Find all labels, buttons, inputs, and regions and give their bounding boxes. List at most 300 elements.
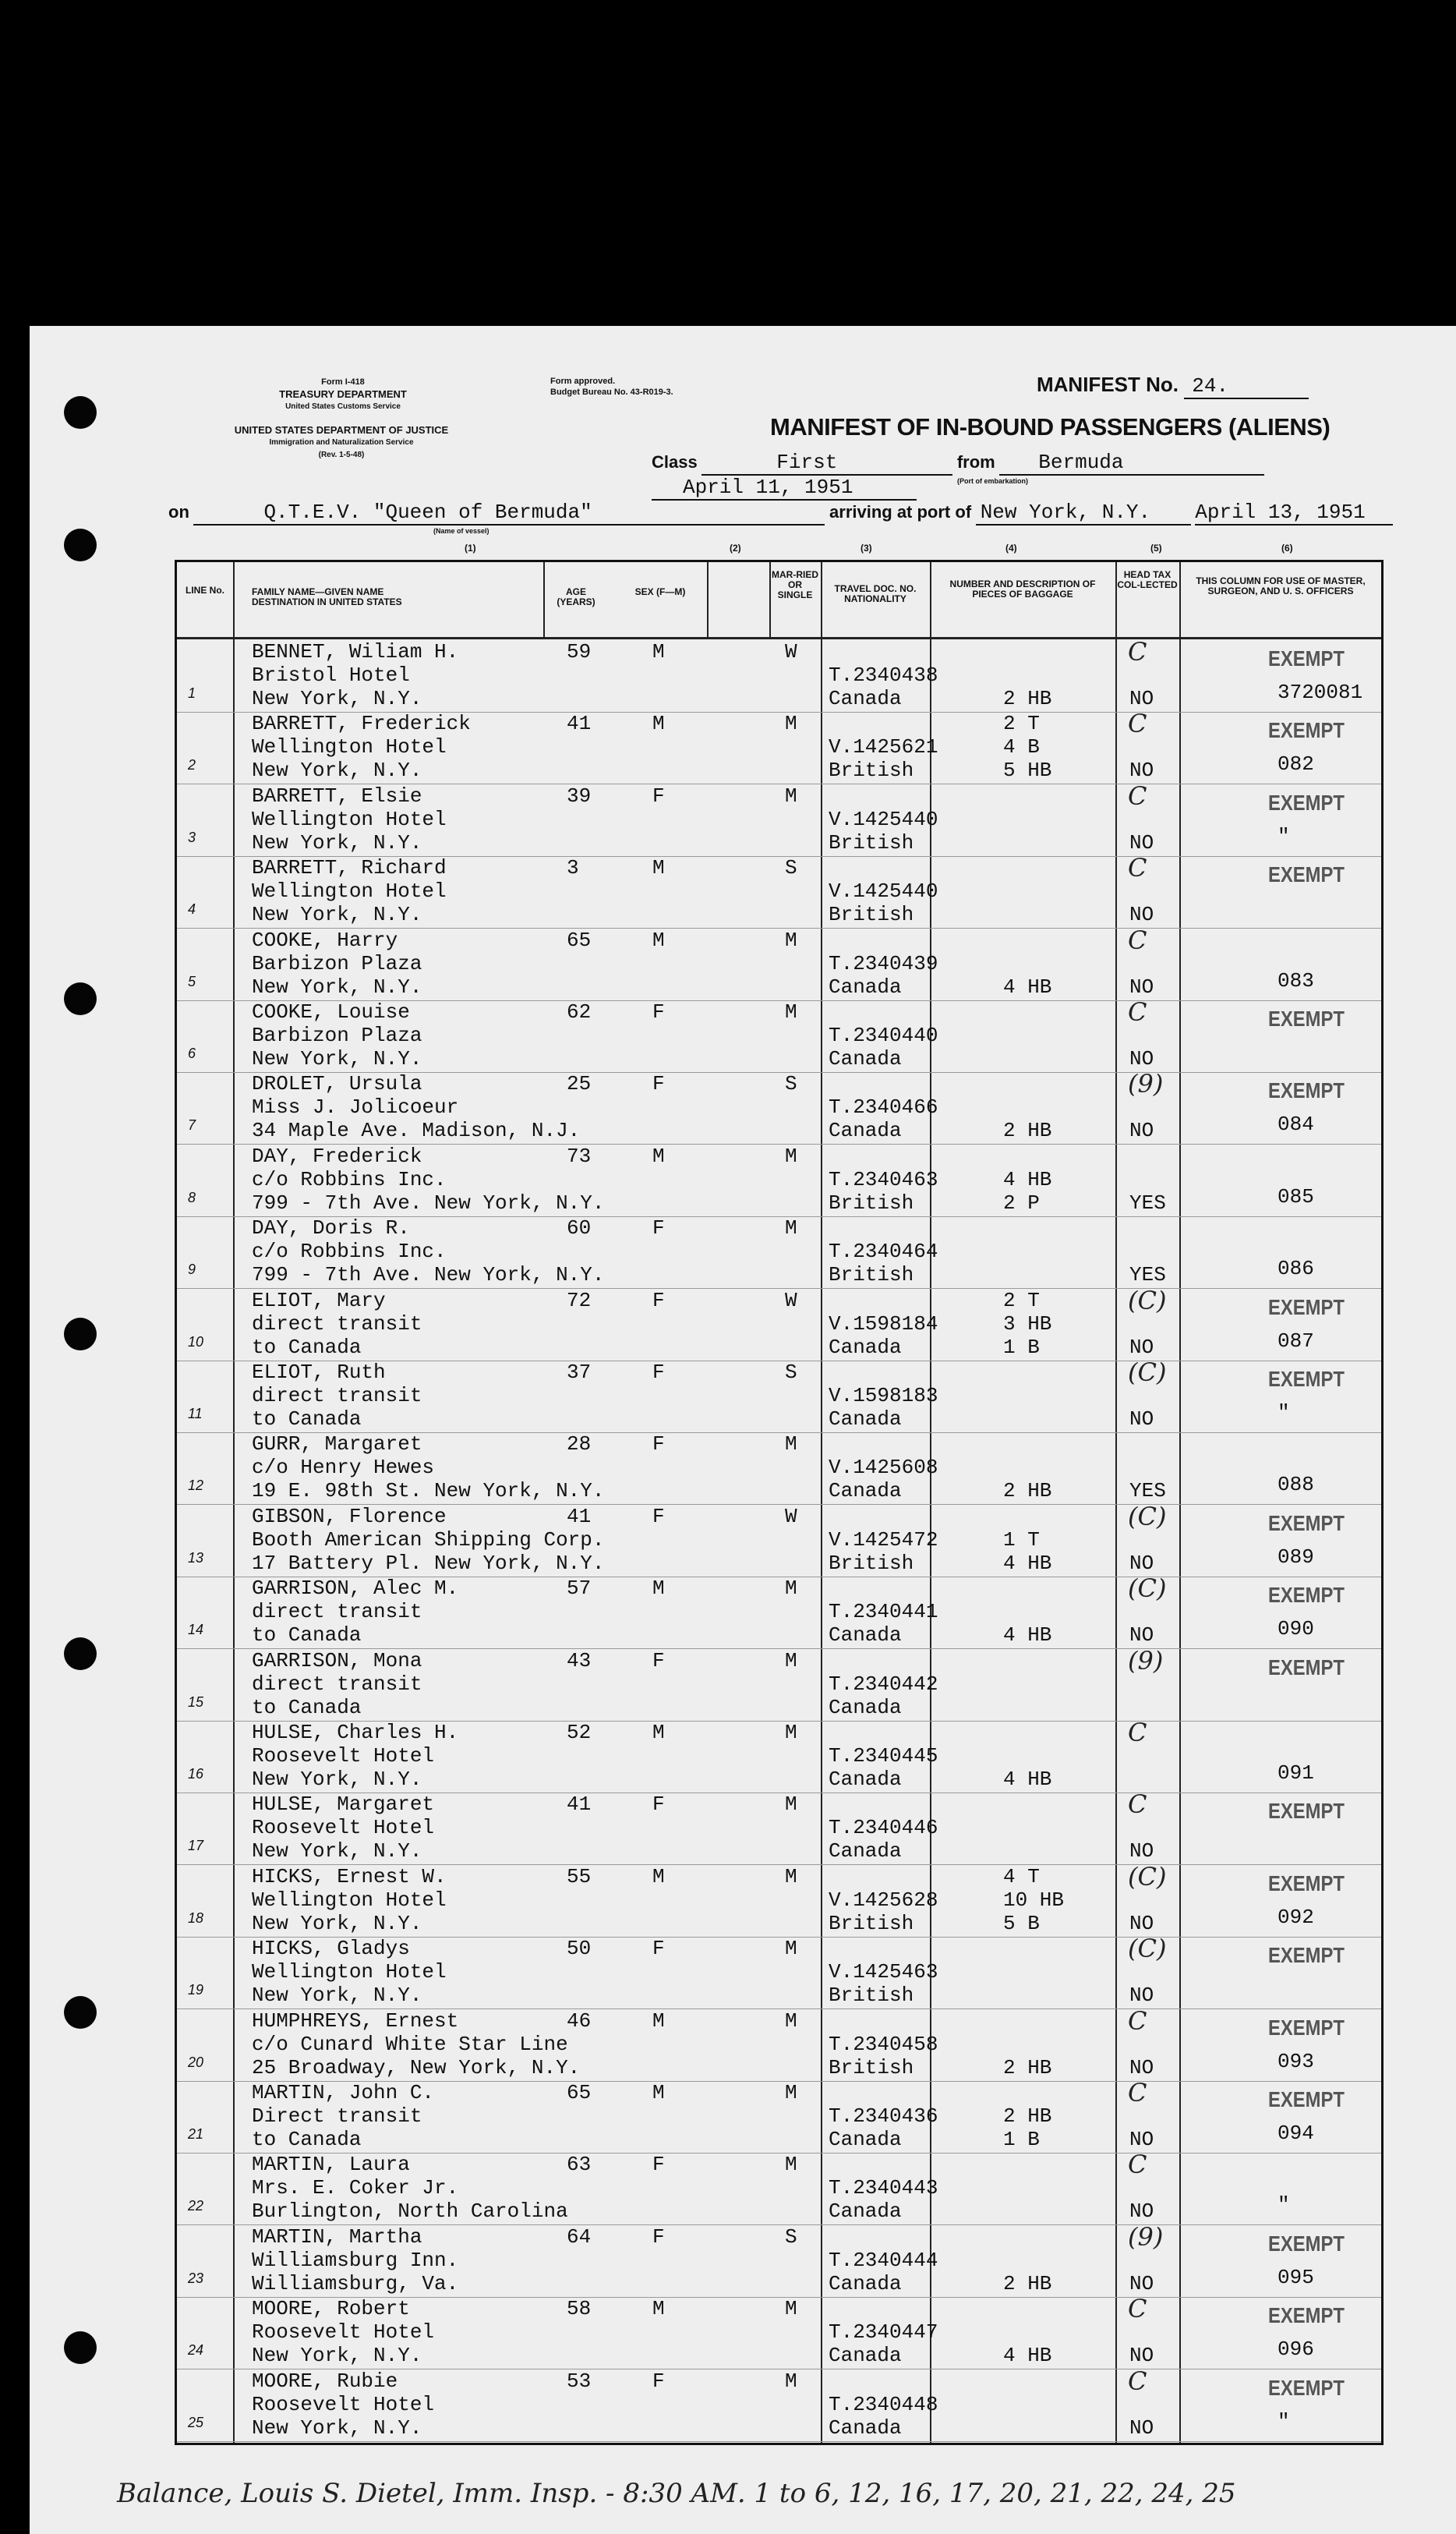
- nationality-cell: Canada: [829, 2200, 902, 2224]
- baggage-item: 4 HB: [1003, 1551, 1052, 1575]
- line-number: 3: [188, 829, 196, 845]
- port-caption: (Port of embarkation): [957, 477, 1029, 485]
- table-row: [177, 925, 1381, 1001]
- marital-cell: M: [785, 2008, 797, 2033]
- line-number: 12: [188, 1478, 204, 1494]
- officer-stamp: EXEMPT: [1268, 790, 1345, 815]
- sex-cell: F: [652, 1000, 665, 1024]
- baggage-item: 4 B: [1003, 735, 1040, 759]
- destination-line-1: Wellington Hotel: [252, 807, 447, 831]
- table-row: [177, 2150, 1381, 2225]
- passenger-name: DAY, Frederick: [252, 1144, 422, 1168]
- destination-line-1: Roosevelt Hotel: [252, 2320, 435, 2345]
- age-cell: 73: [567, 1144, 592, 1168]
- destination-line-2: Burlington, North Carolina: [252, 2200, 568, 2224]
- officer-stamp: EXEMPT: [1268, 2231, 1345, 2256]
- nationality-cell: British: [829, 830, 914, 855]
- age-cell: 58: [567, 2297, 592, 2321]
- sex-cell: M: [652, 1577, 665, 1601]
- travel-doc-cell: V.1598183: [829, 1384, 938, 1407]
- table-row: [177, 1934, 1381, 2009]
- travel-doc-cell: V.1425463: [829, 1960, 938, 1984]
- destination-line-1: Roosevelt Hotel: [252, 1816, 435, 1840]
- tax-mark: C: [1128, 2078, 1147, 2108]
- marital-cell: S: [785, 1361, 797, 1384]
- destination-line-1: c/o Henry Hewes: [252, 1456, 435, 1480]
- nationality-cell: British: [829, 1551, 914, 1575]
- officer-stamp: EXEMPT: [1268, 1007, 1345, 1031]
- passenger-table: [175, 560, 1384, 2445]
- tax-mark: C: [1128, 853, 1147, 883]
- destination-line-2: New York, N.Y.: [252, 759, 422, 783]
- destination-line-2: 17 Battery Pl. New York, N.Y.: [252, 1551, 605, 1575]
- marital-cell: M: [785, 1937, 797, 1961]
- head-tax-cell: NO: [1129, 1551, 1154, 1575]
- baggage-item: 4 T: [1003, 1864, 1040, 1888]
- sex-cell: M: [652, 1864, 665, 1888]
- officer-number: ": [1278, 2193, 1290, 2217]
- passenger-name: BARRETT, Elsie: [252, 784, 422, 808]
- passenger-name: ELIOT, Ruth: [252, 1361, 386, 1384]
- col-header-sex: SEX (F—M): [634, 586, 686, 597]
- destination-line-1: Booth American Shipping Corp.: [252, 1527, 605, 1552]
- sex-cell: F: [652, 1937, 665, 1961]
- punch-hole: [64, 396, 97, 429]
- table-row: [177, 2294, 1381, 2369]
- sex-cell: F: [652, 1288, 665, 1312]
- line-number: 21: [188, 2126, 204, 2142]
- age-cell: 55: [567, 1864, 592, 1888]
- passenger-name: ELIOT, Mary: [252, 1288, 386, 1312]
- passenger-name: HICKS, Gladys: [252, 1937, 410, 1961]
- nationality-cell: British: [829, 903, 914, 927]
- nationality-cell: Canada: [829, 1479, 902, 1503]
- line-number: 15: [188, 1693, 204, 1710]
- baggage-item: 5 HB: [1003, 759, 1052, 783]
- head-tax-cell: NO: [1129, 1911, 1154, 1935]
- officer-stamp: EXEMPT: [1268, 1294, 1345, 1319]
- baggage-item: 2 HB: [1003, 2104, 1052, 2128]
- nationality-cell: British: [829, 1191, 914, 1215]
- age-cell: 28: [567, 1432, 592, 1456]
- table-row: [177, 1285, 1381, 1361]
- nationality-cell: Canada: [829, 1047, 902, 1071]
- marital-cell: M: [785, 1793, 797, 1817]
- age-cell: 50: [567, 1937, 592, 1961]
- passenger-name: MARTIN, John C.: [252, 2081, 435, 2104]
- baggage-item: 2 HB: [1003, 1119, 1052, 1143]
- travel-doc-cell: T.2340458: [829, 2032, 938, 2056]
- table-row: [177, 1069, 1381, 1145]
- line-number: 7: [188, 1117, 196, 1134]
- officer-stamp: EXEMPT: [1268, 2375, 1345, 2400]
- head-tax-cell: NO: [1129, 1407, 1154, 1431]
- officer-stamp: EXEMPT: [1268, 1583, 1345, 1608]
- baggage-item: 1 B: [1003, 2128, 1040, 2151]
- tax-mark: (9): [1128, 1645, 1164, 1676]
- destination-line-2: New York, N.Y.: [252, 1911, 422, 1935]
- table-row: [177, 637, 1381, 713]
- passenger-name: GARRISON, Mona: [252, 1648, 422, 1672]
- table-row: [177, 2366, 1381, 2442]
- nationality-cell: British: [829, 1263, 914, 1287]
- vessel-line: on Q.T.E.V. "Queen of Bermuda" arriving at port of New York, N.Y. April 13, 1951: [168, 501, 1393, 526]
- age-cell: 3: [567, 856, 579, 880]
- destination-line-2: 799 - 7th Ave. New York, N.Y.: [252, 1191, 605, 1215]
- marital-cell: M: [785, 1721, 797, 1744]
- officer-stamp: EXEMPT: [1268, 1870, 1345, 1895]
- marital-cell: W: [785, 640, 797, 664]
- tax-mark: C: [1128, 2005, 1147, 2036]
- travel-doc-cell: T.2340446: [829, 1816, 938, 1840]
- tax-mark: (C): [1128, 1501, 1167, 1531]
- officer-number: 089: [1278, 1545, 1314, 1569]
- head-tax-cell: YES: [1129, 1479, 1166, 1503]
- nationality-cell: Canada: [829, 1407, 902, 1431]
- travel-doc-cell: V.1425621: [829, 735, 938, 759]
- table-row: [177, 1861, 1381, 1938]
- passenger-name: HULSE, Charles H.: [252, 1721, 459, 1744]
- officer-number: 092: [1278, 1905, 1314, 1929]
- passenger-name: HUMPHREYS, Ernest: [252, 2008, 459, 2033]
- table-row: [177, 1357, 1381, 1433]
- tax-mark: C: [1128, 925, 1147, 955]
- passenger-name: BARRETT, Frederick: [252, 712, 471, 736]
- travel-doc-cell: V.1425440: [829, 879, 938, 904]
- marital-cell: S: [785, 1072, 797, 1096]
- travel-doc-cell: T.2340447: [829, 2320, 938, 2345]
- head-tax-cell: YES: [1129, 1191, 1166, 1215]
- table-row: [177, 780, 1381, 857]
- baggage-item: 4 HB: [1003, 1167, 1052, 1191]
- passenger-name: HULSE, Margaret: [252, 1793, 435, 1817]
- head-tax-cell: NO: [1129, 2200, 1154, 2224]
- table-row: [177, 2005, 1381, 2082]
- passenger-name: MOORE, Robert: [252, 2297, 410, 2321]
- travel-doc-cell: T.2340441: [829, 1600, 938, 1624]
- travel-doc-cell: T.2340445: [829, 1744, 938, 1768]
- head-tax-cell: NO: [1129, 1047, 1154, 1071]
- manifest-number: MANIFEST No. 24.: [1037, 373, 1309, 399]
- destination-line-2: to Canada: [252, 1623, 362, 1647]
- sex-cell: F: [652, 1648, 665, 1672]
- table-row: [177, 1645, 1381, 1722]
- passenger-name: GIBSON, Florence: [252, 1504, 447, 1528]
- head-tax-cell: NO: [1129, 2055, 1154, 2079]
- age-cell: 39: [567, 784, 592, 808]
- marital-cell: W: [785, 1288, 797, 1312]
- travel-doc-cell: T.2340443: [829, 2176, 938, 2200]
- head-tax-cell: NO: [1129, 830, 1154, 855]
- travel-doc-cell: T.2340464: [829, 1240, 938, 1264]
- marital-cell: M: [785, 2297, 797, 2321]
- baggage-item: 2 HB: [1003, 687, 1052, 710]
- tax-mark: C: [1128, 1789, 1147, 1820]
- nationality-cell: Canada: [829, 1335, 902, 1359]
- nationality-cell: Canada: [829, 1695, 902, 1719]
- line-number: 10: [188, 1333, 204, 1350]
- vessel-caption: (Name of vessel): [433, 527, 489, 535]
- officer-stamp: EXEMPT: [1268, 1367, 1345, 1391]
- destination-line-1: Roosevelt Hotel: [252, 2392, 435, 2416]
- destination-line-1: Williamsburg Inn.: [252, 2248, 459, 2272]
- sex-cell: M: [652, 1721, 665, 1744]
- travel-doc-cell: T.2340439: [829, 951, 938, 975]
- destination-line-1: Wellington Hotel: [252, 1888, 447, 1912]
- destination-line-2: to Canada: [252, 1695, 362, 1719]
- head-tax-cell: NO: [1129, 2344, 1154, 2368]
- destination-line-1: Wellington Hotel: [252, 879, 447, 904]
- baggage-item: 2 T: [1003, 1288, 1040, 1312]
- col-number: (5): [1150, 543, 1162, 554]
- sex-cell: M: [652, 2081, 665, 2104]
- officer-stamp: EXEMPT: [1268, 862, 1345, 887]
- baggage-item: 4 HB: [1003, 1623, 1052, 1647]
- marital-cell: M: [785, 784, 797, 808]
- col-header-married: MAR-RIED OR SINGLE: [772, 569, 818, 600]
- destination-line-2: New York, N.Y.: [252, 2415, 422, 2440]
- tax-mark: (C): [1128, 1934, 1167, 1964]
- head-tax-cell: NO: [1129, 1119, 1154, 1143]
- baggage-item: 10 HB: [1003, 1888, 1065, 1912]
- destination-line-2: to Canada: [252, 1407, 362, 1431]
- destination-line-1: direct transit: [252, 1600, 422, 1624]
- destination-line-1: Roosevelt Hotel: [252, 1744, 435, 1768]
- sex-cell: F: [652, 2224, 665, 2249]
- tax-mark: C: [1128, 997, 1147, 1027]
- marital-cell: S: [785, 2224, 797, 2249]
- line-number: 25: [188, 2414, 204, 2430]
- passenger-name: BARRETT, Richard: [252, 856, 447, 880]
- sex-cell: F: [652, 784, 665, 808]
- col-header-line: LINE No.: [186, 585, 224, 596]
- officer-number: 093: [1278, 2049, 1314, 2073]
- age-cell: 53: [567, 2369, 592, 2393]
- punch-hole: [64, 2331, 97, 2364]
- officer-stamp: EXEMPT: [1268, 1799, 1345, 1824]
- tax-mark: C: [1128, 709, 1147, 739]
- col-header-baggage: NUMBER AND DESCRIPTION OF PIECES OF BAGGAGE: [949, 579, 1096, 600]
- officer-stamp: EXEMPT: [1268, 1943, 1345, 1968]
- travel-doc-cell: V.1598184: [829, 1311, 938, 1336]
- sex-cell: M: [652, 640, 665, 664]
- passenger-name: MOORE, Rubie: [252, 2369, 398, 2393]
- passenger-name: GARRISON, Alec M.: [252, 1577, 459, 1601]
- destination-line-1: Wellington Hotel: [252, 1960, 447, 1984]
- destination-line-2: New York, N.Y.: [252, 1047, 422, 1071]
- tax-mark: (C): [1128, 1861, 1167, 1892]
- destination-line-2: 19 E. 98th St. New York, N.Y.: [252, 1479, 605, 1503]
- passenger-name: COOKE, Harry: [252, 928, 398, 952]
- marital-cell: M: [785, 1648, 797, 1672]
- destination-line-1: Wellington Hotel: [252, 735, 447, 759]
- nationality-cell: British: [829, 1984, 914, 2008]
- marital-cell: M: [785, 1577, 797, 1601]
- age-cell: 64: [567, 2224, 592, 2249]
- head-tax-cell: NO: [1129, 975, 1154, 999]
- col-number: (1): [465, 543, 476, 554]
- nationality-cell: Canada: [829, 1768, 902, 1791]
- destination-line-2: Williamsburg, Va.: [252, 2271, 459, 2295]
- head-tax-cell: NO: [1129, 687, 1154, 710]
- destination-line-1: direct transit: [252, 1311, 422, 1336]
- officer-stamp: EXEMPT: [1268, 718, 1345, 743]
- table-row: [177, 1718, 1381, 1793]
- sex-cell: M: [652, 928, 665, 952]
- destination-line-2: 25 Broadway, New York, N.Y.: [252, 2055, 581, 2079]
- destination-line-2: New York, N.Y.: [252, 1768, 422, 1791]
- officer-number: 090: [1278, 1617, 1314, 1641]
- destination-line-1: direct transit: [252, 1384, 422, 1407]
- travel-doc-cell: T.2340440: [829, 1024, 938, 1047]
- travel-doc-cell: T.2340442: [829, 1672, 938, 1696]
- class-line: Class First from Bermuda April 11, 1951: [652, 451, 1456, 501]
- destination-line-2: New York, N.Y.: [252, 830, 422, 855]
- travel-doc-cell: T.2340463: [829, 1167, 938, 1191]
- officer-stamp: EXEMPT: [1268, 2087, 1345, 2111]
- table-row: [177, 1501, 1381, 1577]
- line-number: 6: [188, 1046, 196, 1061]
- destination-line-2: New York, N.Y.: [252, 975, 422, 999]
- baggage-item: 2 HB: [1003, 2271, 1052, 2295]
- passenger-name: GURR, Margaret: [252, 1432, 422, 1456]
- col-header-travel: TRAVEL DOC. NO. NATIONALITY: [834, 583, 917, 604]
- line-number: 16: [188, 1766, 204, 1782]
- destination-line-1: Direct transit: [252, 2104, 422, 2128]
- officer-number: 091: [1278, 1761, 1314, 1785]
- baggage-item: 2 HB: [1003, 2055, 1052, 2079]
- baggage-item: 1 B: [1003, 1335, 1040, 1359]
- table-row: [177, 1573, 1381, 1649]
- passenger-name: MARTIN, Laura: [252, 2153, 410, 2177]
- marital-cell: M: [785, 1432, 797, 1456]
- head-tax-cell: NO: [1129, 2271, 1154, 2295]
- officer-number: 088: [1278, 1473, 1314, 1497]
- officer-number: ": [1278, 824, 1290, 848]
- head-tax-cell: NO: [1129, 2415, 1154, 2440]
- destination-line-2: 799 - 7th Ave. New York, N.Y.: [252, 1263, 605, 1287]
- destination-line-2: New York, N.Y.: [252, 1839, 422, 1863]
- age-cell: 63: [567, 2153, 592, 2177]
- age-cell: 43: [567, 1648, 592, 1672]
- age-cell: 59: [567, 640, 592, 664]
- age-cell: 25: [567, 1072, 592, 1096]
- sex-cell: F: [652, 1504, 665, 1528]
- sex-cell: M: [652, 1144, 665, 1168]
- travel-doc-cell: T.2340436: [829, 2104, 938, 2128]
- destination-line-1: Barbizon Plaza: [252, 1024, 422, 1047]
- tax-mark: C: [1128, 1718, 1147, 1747]
- manifest-title: MANIFEST OF IN-BOUND PASSENGERS (ALIENS): [770, 413, 1331, 441]
- marital-cell: W: [785, 1504, 797, 1528]
- sex-cell: F: [652, 2153, 665, 2177]
- table-row: [177, 2078, 1381, 2154]
- line-number: 13: [188, 1549, 204, 1566]
- table-row: [177, 1216, 1381, 1289]
- tax-mark: C: [1128, 2366, 1147, 2396]
- officer-stamp: EXEMPT: [1268, 1078, 1345, 1103]
- officer-number: ": [1278, 2409, 1290, 2433]
- travel-doc-cell: T.2340466: [829, 1095, 938, 1120]
- nationality-cell: British: [829, 1911, 914, 1935]
- marital-cell: M: [785, 1216, 797, 1240]
- col-header-name: FAMILY NAME—GIVEN NAME DESTINATION IN UNITED STATES: [252, 586, 402, 607]
- passenger-name: BENNET, Wiliam H.: [252, 640, 459, 664]
- travel-doc-cell: T.2340438: [829, 664, 938, 687]
- table-row: [177, 709, 1381, 784]
- sex-cell: M: [652, 712, 665, 736]
- travel-doc-cell: V.1425608: [829, 1456, 938, 1480]
- line-number: 22: [188, 2198, 204, 2214]
- col-header-age: AGE (YEARS): [557, 586, 595, 607]
- nationality-cell: British: [829, 2055, 914, 2079]
- head-tax-cell: NO: [1129, 2128, 1154, 2151]
- sex-cell: F: [652, 1432, 665, 1456]
- destination-line-1: Mrs. E. Coker Jr.: [252, 2176, 459, 2200]
- officer-stamp: EXEMPT: [1268, 646, 1345, 671]
- line-number: 17: [188, 1838, 204, 1854]
- punch-hole: [64, 1996, 97, 2029]
- marital-cell: M: [785, 1864, 797, 1888]
- footer-note: Balance, Louis S. Dietel, Imm. Insp. - 8:30 AM. 1 to 6, 12, 16, 17, 20, 21, 22, 24, 25: [117, 2478, 1236, 2509]
- passenger-name: COOKE, Louise: [252, 1000, 410, 1024]
- age-cell: 62: [567, 1000, 592, 1024]
- officer-number: 095: [1278, 2265, 1314, 2289]
- officer-stamp: EXEMPT: [1268, 2015, 1345, 2040]
- table-row: [177, 853, 1381, 929]
- tax-mark: (9): [1128, 1069, 1164, 1099]
- baggage-item: 2 P: [1003, 1191, 1040, 1215]
- passenger-name: HICKS, Ernest W.: [252, 1864, 447, 1888]
- officer-number: 085: [1278, 1184, 1314, 1209]
- travel-doc-cell: V.1425628: [829, 1888, 938, 1912]
- passenger-name: DROLET, Ursula: [252, 1072, 422, 1096]
- age-cell: 65: [567, 928, 592, 952]
- age-cell: 57: [567, 1577, 592, 1601]
- age-cell: 46: [567, 2008, 592, 2033]
- destination-line-2: New York, N.Y.: [252, 903, 422, 927]
- marital-cell: M: [785, 712, 797, 736]
- line-number: 4: [188, 901, 196, 918]
- destination-line-2: New York, N.Y.: [252, 2344, 422, 2368]
- nationality-cell: Canada: [829, 687, 902, 710]
- line-number: 23: [188, 2270, 204, 2286]
- age-cell: 41: [567, 1793, 592, 1817]
- officer-number: 083: [1278, 968, 1314, 993]
- destination-line-1: c/o Robbins Inc.: [252, 1167, 447, 1191]
- destination-line-1: c/o Cunard White Star Line: [252, 2032, 568, 2056]
- officer-number: 087: [1278, 1329, 1314, 1353]
- destination-line-1: Barbizon Plaza: [252, 951, 422, 975]
- nationality-cell: Canada: [829, 2344, 902, 2368]
- destination-line-2: to Canada: [252, 1335, 362, 1359]
- sex-cell: F: [652, 1793, 665, 1817]
- line-number: 5: [188, 973, 196, 989]
- officer-number: 096: [1278, 2338, 1314, 2362]
- marital-cell: M: [785, 2153, 797, 2177]
- line-number: 19: [188, 1982, 204, 1998]
- tax-mark: C: [1128, 2150, 1147, 2180]
- destination-line-1: c/o Robbins Inc.: [252, 1240, 447, 1264]
- sex-cell: F: [652, 1361, 665, 1384]
- sex-cell: F: [652, 2369, 665, 2393]
- officer-number: 3720081: [1278, 681, 1363, 704]
- tax-mark: (9): [1128, 2221, 1164, 2252]
- travel-doc-cell: V.1425440: [829, 807, 938, 831]
- line-number: 18: [188, 1909, 204, 1926]
- line-number: 20: [188, 2054, 204, 2070]
- nationality-cell: Canada: [829, 2128, 902, 2151]
